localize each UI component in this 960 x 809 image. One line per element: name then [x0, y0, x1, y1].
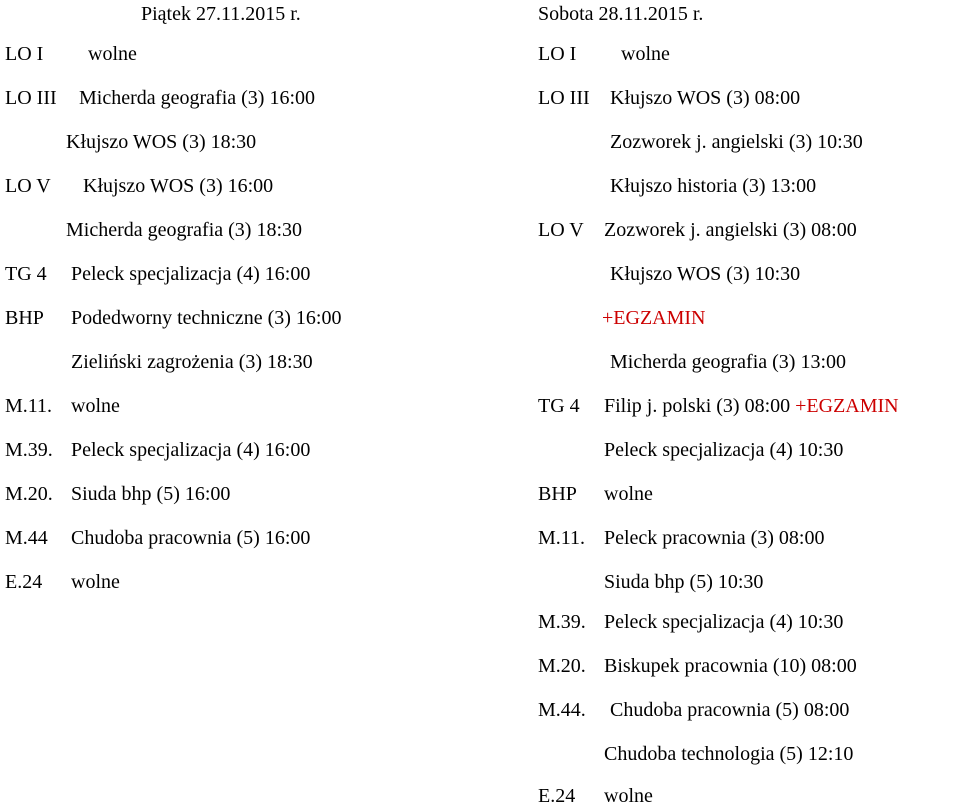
- class-code: E.24: [538, 785, 576, 807]
- lesson-entry: wolne: [604, 785, 653, 807]
- lesson-entry: Kłujszo WOS (3) 10:30: [610, 263, 801, 285]
- lesson-text: Filip j. polski (3) 08:00: [604, 395, 791, 417]
- lesson-entry: Peleck specjalizacja (4) 10:30: [604, 611, 844, 633]
- lesson-entry: Peleck pracownia (3) 08:00: [604, 527, 825, 549]
- class-code: BHP: [5, 307, 44, 329]
- class-code: LO I: [538, 43, 577, 65]
- class-code: LO V: [538, 219, 584, 241]
- lesson-entry: Micherda geografia (3) 16:00: [79, 87, 316, 109]
- lesson-entry: wolne: [71, 571, 120, 593]
- class-code: LO III: [538, 87, 590, 109]
- lesson-entry: Podedworny techniczne (3) 16:00: [71, 307, 342, 329]
- lesson-entry: [604, 393, 899, 419]
- saturday-schedule: [480, 0, 960, 806]
- class-code: LO V: [5, 175, 51, 197]
- class-code: M.11.: [538, 527, 586, 549]
- lesson-entry: Zieliński zagrożenia (3) 18:30: [71, 351, 313, 373]
- class-code: E.24: [5, 571, 43, 593]
- lesson-entry: wolne: [71, 395, 120, 417]
- lesson-entry: Micherda geografia (3) 18:30: [66, 219, 303, 241]
- lesson-entry: Siuda bhp (5) 10:30: [604, 571, 764, 593]
- lesson-entry: wolne: [88, 43, 137, 65]
- lesson-entry: Zozworek j. angielski (3) 08:00: [604, 219, 857, 241]
- lesson-entry: Peleck specjalizacja (4) 16:00: [71, 263, 311, 285]
- exam-label: +EGZAMIN: [602, 307, 706, 329]
- saturday-heading: Sobota 28.11.2015 r.: [538, 3, 704, 25]
- friday-schedule: [0, 0, 480, 806]
- lesson-entry: Kłujszo WOS (3) 16:00: [83, 175, 274, 197]
- lesson-entry: Biskupek pracownia (10) 08:00: [604, 655, 857, 677]
- class-code: M.44.: [538, 699, 586, 721]
- class-code: LO I: [5, 43, 44, 65]
- class-code: TG 4: [5, 263, 47, 285]
- lesson-entry: wolne: [621, 43, 670, 65]
- exam-label: +EGZAMIN: [795, 395, 899, 417]
- class-code: TG 4: [538, 395, 580, 417]
- lesson-entry: Peleck specjalizacja (4) 10:30: [604, 439, 844, 461]
- lesson-entry: wolne: [604, 483, 653, 505]
- lesson-entry: Peleck specjalizacja (4) 16:00: [71, 439, 311, 461]
- class-code: BHP: [538, 483, 577, 505]
- friday-heading: Piątek 27.11.2015 r.: [141, 3, 301, 25]
- lesson-entry: Zozworek j. angielski (3) 10:30: [610, 131, 863, 153]
- lesson-entry: Kłujszo WOS (3) 18:30: [66, 131, 257, 153]
- class-code: M.11.: [5, 395, 53, 417]
- class-code: LO III: [5, 87, 57, 109]
- class-code: M.20.: [538, 655, 586, 677]
- class-code: M.44: [5, 527, 48, 549]
- class-code: M.39.: [538, 611, 586, 633]
- class-code: M.20.: [5, 483, 53, 505]
- lesson-entry: Chudoba pracownia (5) 08:00: [610, 699, 850, 721]
- lesson-entry: Kłujszo historia (3) 13:00: [610, 175, 817, 197]
- class-code: M.39.: [5, 439, 53, 461]
- lesson-entry: Micherda geografia (3) 13:00: [610, 351, 847, 373]
- lesson-entry: Kłujszo WOS (3) 08:00: [610, 87, 801, 109]
- lesson-entry: Chudoba pracownia (5) 16:00: [71, 527, 311, 549]
- lesson-entry: Chudoba technologia (5) 12:10: [604, 743, 854, 765]
- lesson-entry: Siuda bhp (5) 16:00: [71, 483, 231, 505]
